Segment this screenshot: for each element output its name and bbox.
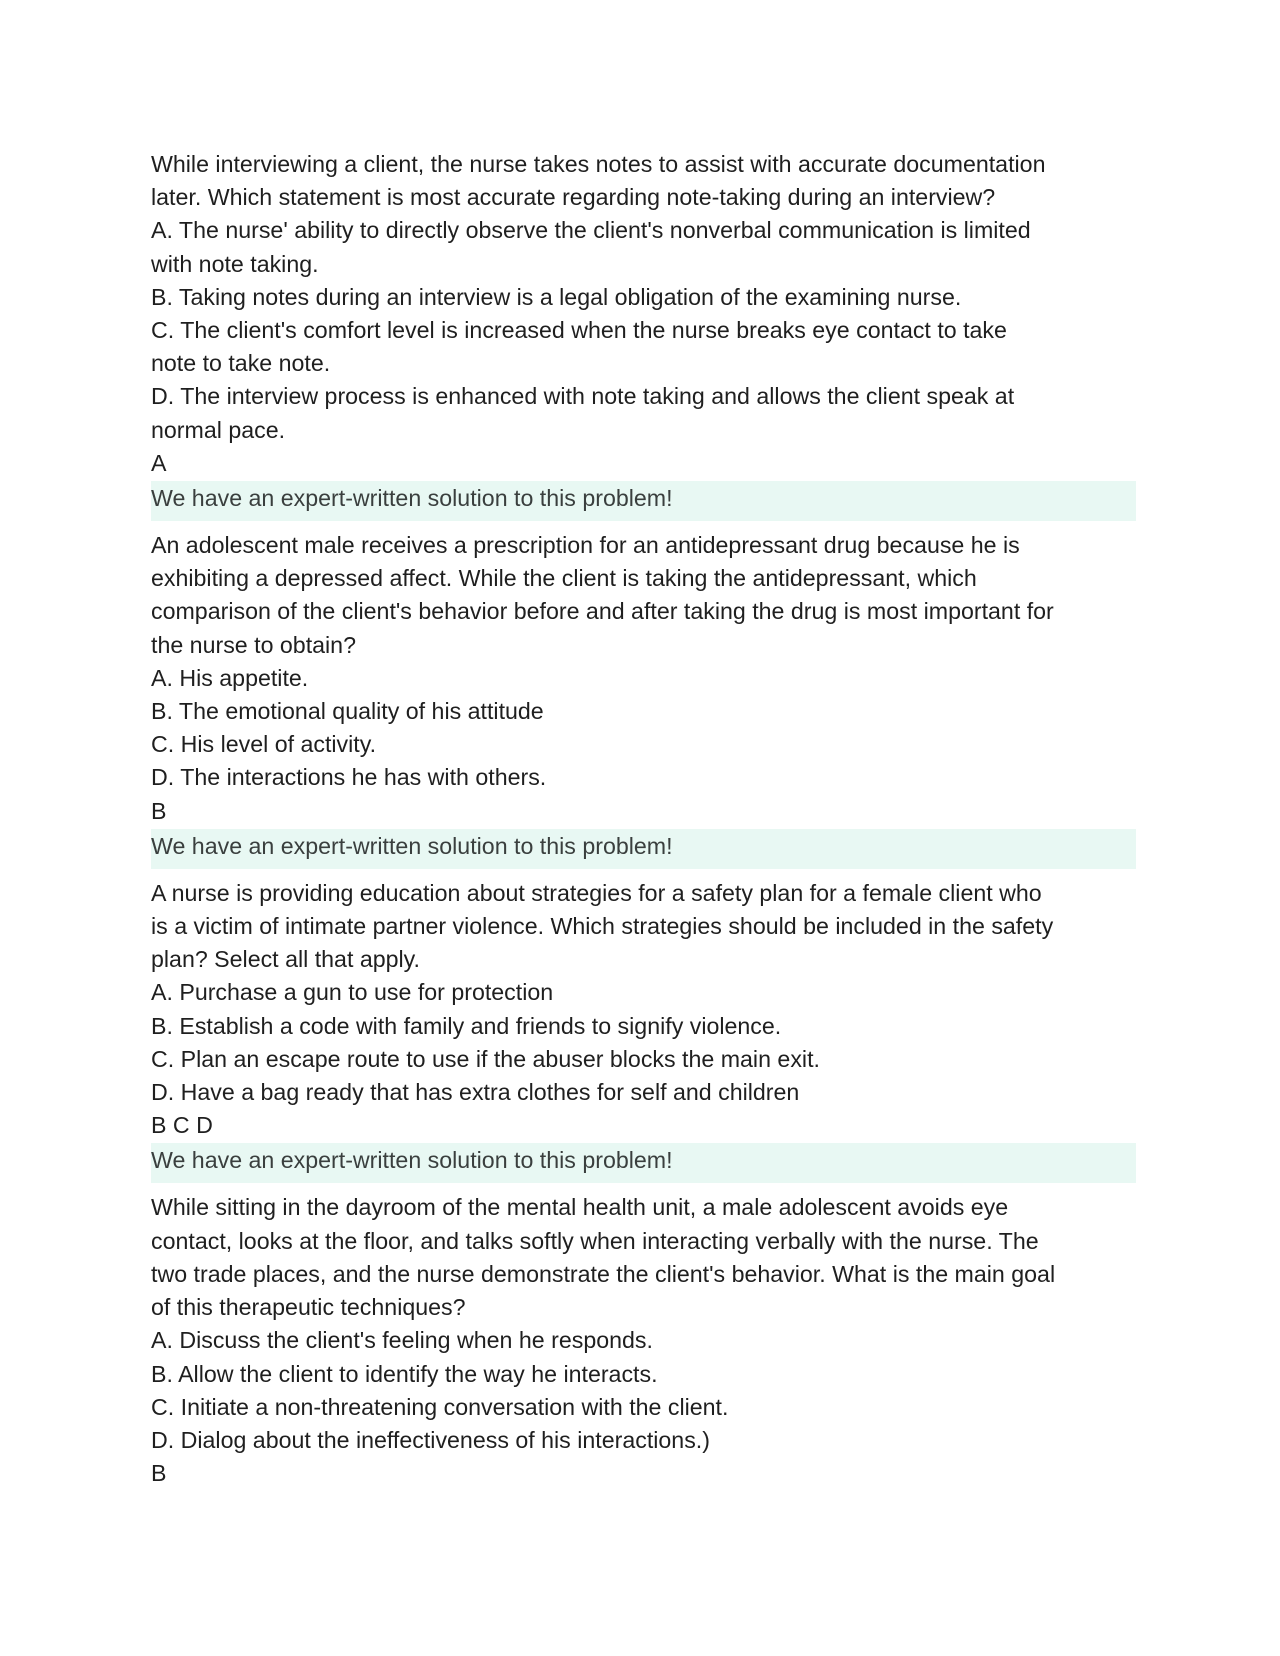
option-a: A. The nurse' ability to directly observe the client's nonverbal communication is limited [151,217,1031,244]
option-b: B. Taking notes during an interview is a legal obligation of the examining nurse. [151,283,962,310]
question-text: While interviewing a client, the nurse takes notes to assist with accurate documentation [151,151,1046,177]
document-page [151,148,1136,1490]
question-block [151,148,1136,521]
solution-banner[interactable]: We have an expert-written solution to this problem! [151,481,1136,521]
option-b: B. Allow the client to identify the way he interacts. [151,1360,658,1387]
question-block [151,529,1136,869]
question-text: comparison of the client's behavior before and after taking the drug is most important for [151,598,1054,625]
question-text: of this therapeutic techniques? [151,1294,466,1321]
question-text: exhibiting a depressed affect. While the client is taking the antidepressant, which [151,565,977,592]
option-a: with note taking. [151,250,319,277]
answer-key: B [151,1460,167,1487]
option-c: C. Plan an escape route to use if the abuser blocks the main exit. [151,1045,820,1072]
solution-banner[interactable]: We have an expert-written solution to this problem! [151,829,1136,869]
option-a: A. His appetite. [151,664,309,691]
option-b: B. Establish a code with family and friends to signify violence. [151,1012,782,1039]
question-text: later. Which statement is most accurate regarding note-taking during an interview? [151,184,996,211]
answer-key: A [151,449,167,476]
question-block [151,877,1136,1184]
option-d: normal pace. [151,416,286,443]
solution-banner[interactable]: We have an expert-written solution to this problem! [151,1143,1136,1183]
question-text: An adolescent male receives a prescription for an antidepressant drug because he is [151,532,1020,559]
option-c: C. Initiate a non-threatening conversation with the client. [151,1393,729,1420]
option-d: D. Dialog about the ineffectiveness of his interactions.) [151,1426,710,1453]
question-block [151,1191,1136,1490]
option-d: D. Have a bag ready that has extra clothes for self and children [151,1079,800,1106]
question-text: plan? Select all that apply. [151,946,420,973]
option-d: D. The interactions he has with others. [151,764,547,791]
option-c: note to take note. [151,350,331,377]
question-text: A nurse is providing education about strategies for a safety plan for a female client who [151,879,1042,906]
option-d: D. The interview process is enhanced with note taking and allows the client speak at [151,383,1015,410]
question-text: is a victim of intimate partner violence. Which strategies should be included in the safety [151,913,1054,940]
option-a: A. Purchase a gun to use for protection [151,979,554,1006]
option-b: B. The emotional quality of his attitude [151,698,544,725]
option-a: A. Discuss the client's feeling when he responds. [151,1327,653,1354]
question-text: two trade places, and the nurse demonstrate the client's behavior. What is the main goal [151,1260,1056,1287]
question-text: the nurse to obtain? [151,631,356,658]
option-c: C. His level of activity. [151,731,377,758]
answer-key: B [151,797,167,824]
question-text: contact, looks at the floor, and talks softly when interacting verbally with the nurse. The [151,1227,1039,1254]
option-c: C. The client's comfort level is increased when the nurse breaks eye contact to take [151,317,1007,344]
answer-key: B C D [151,1112,213,1139]
question-text: While sitting in the dayroom of the mental health unit, a male adolescent avoids eye [151,1194,1009,1221]
